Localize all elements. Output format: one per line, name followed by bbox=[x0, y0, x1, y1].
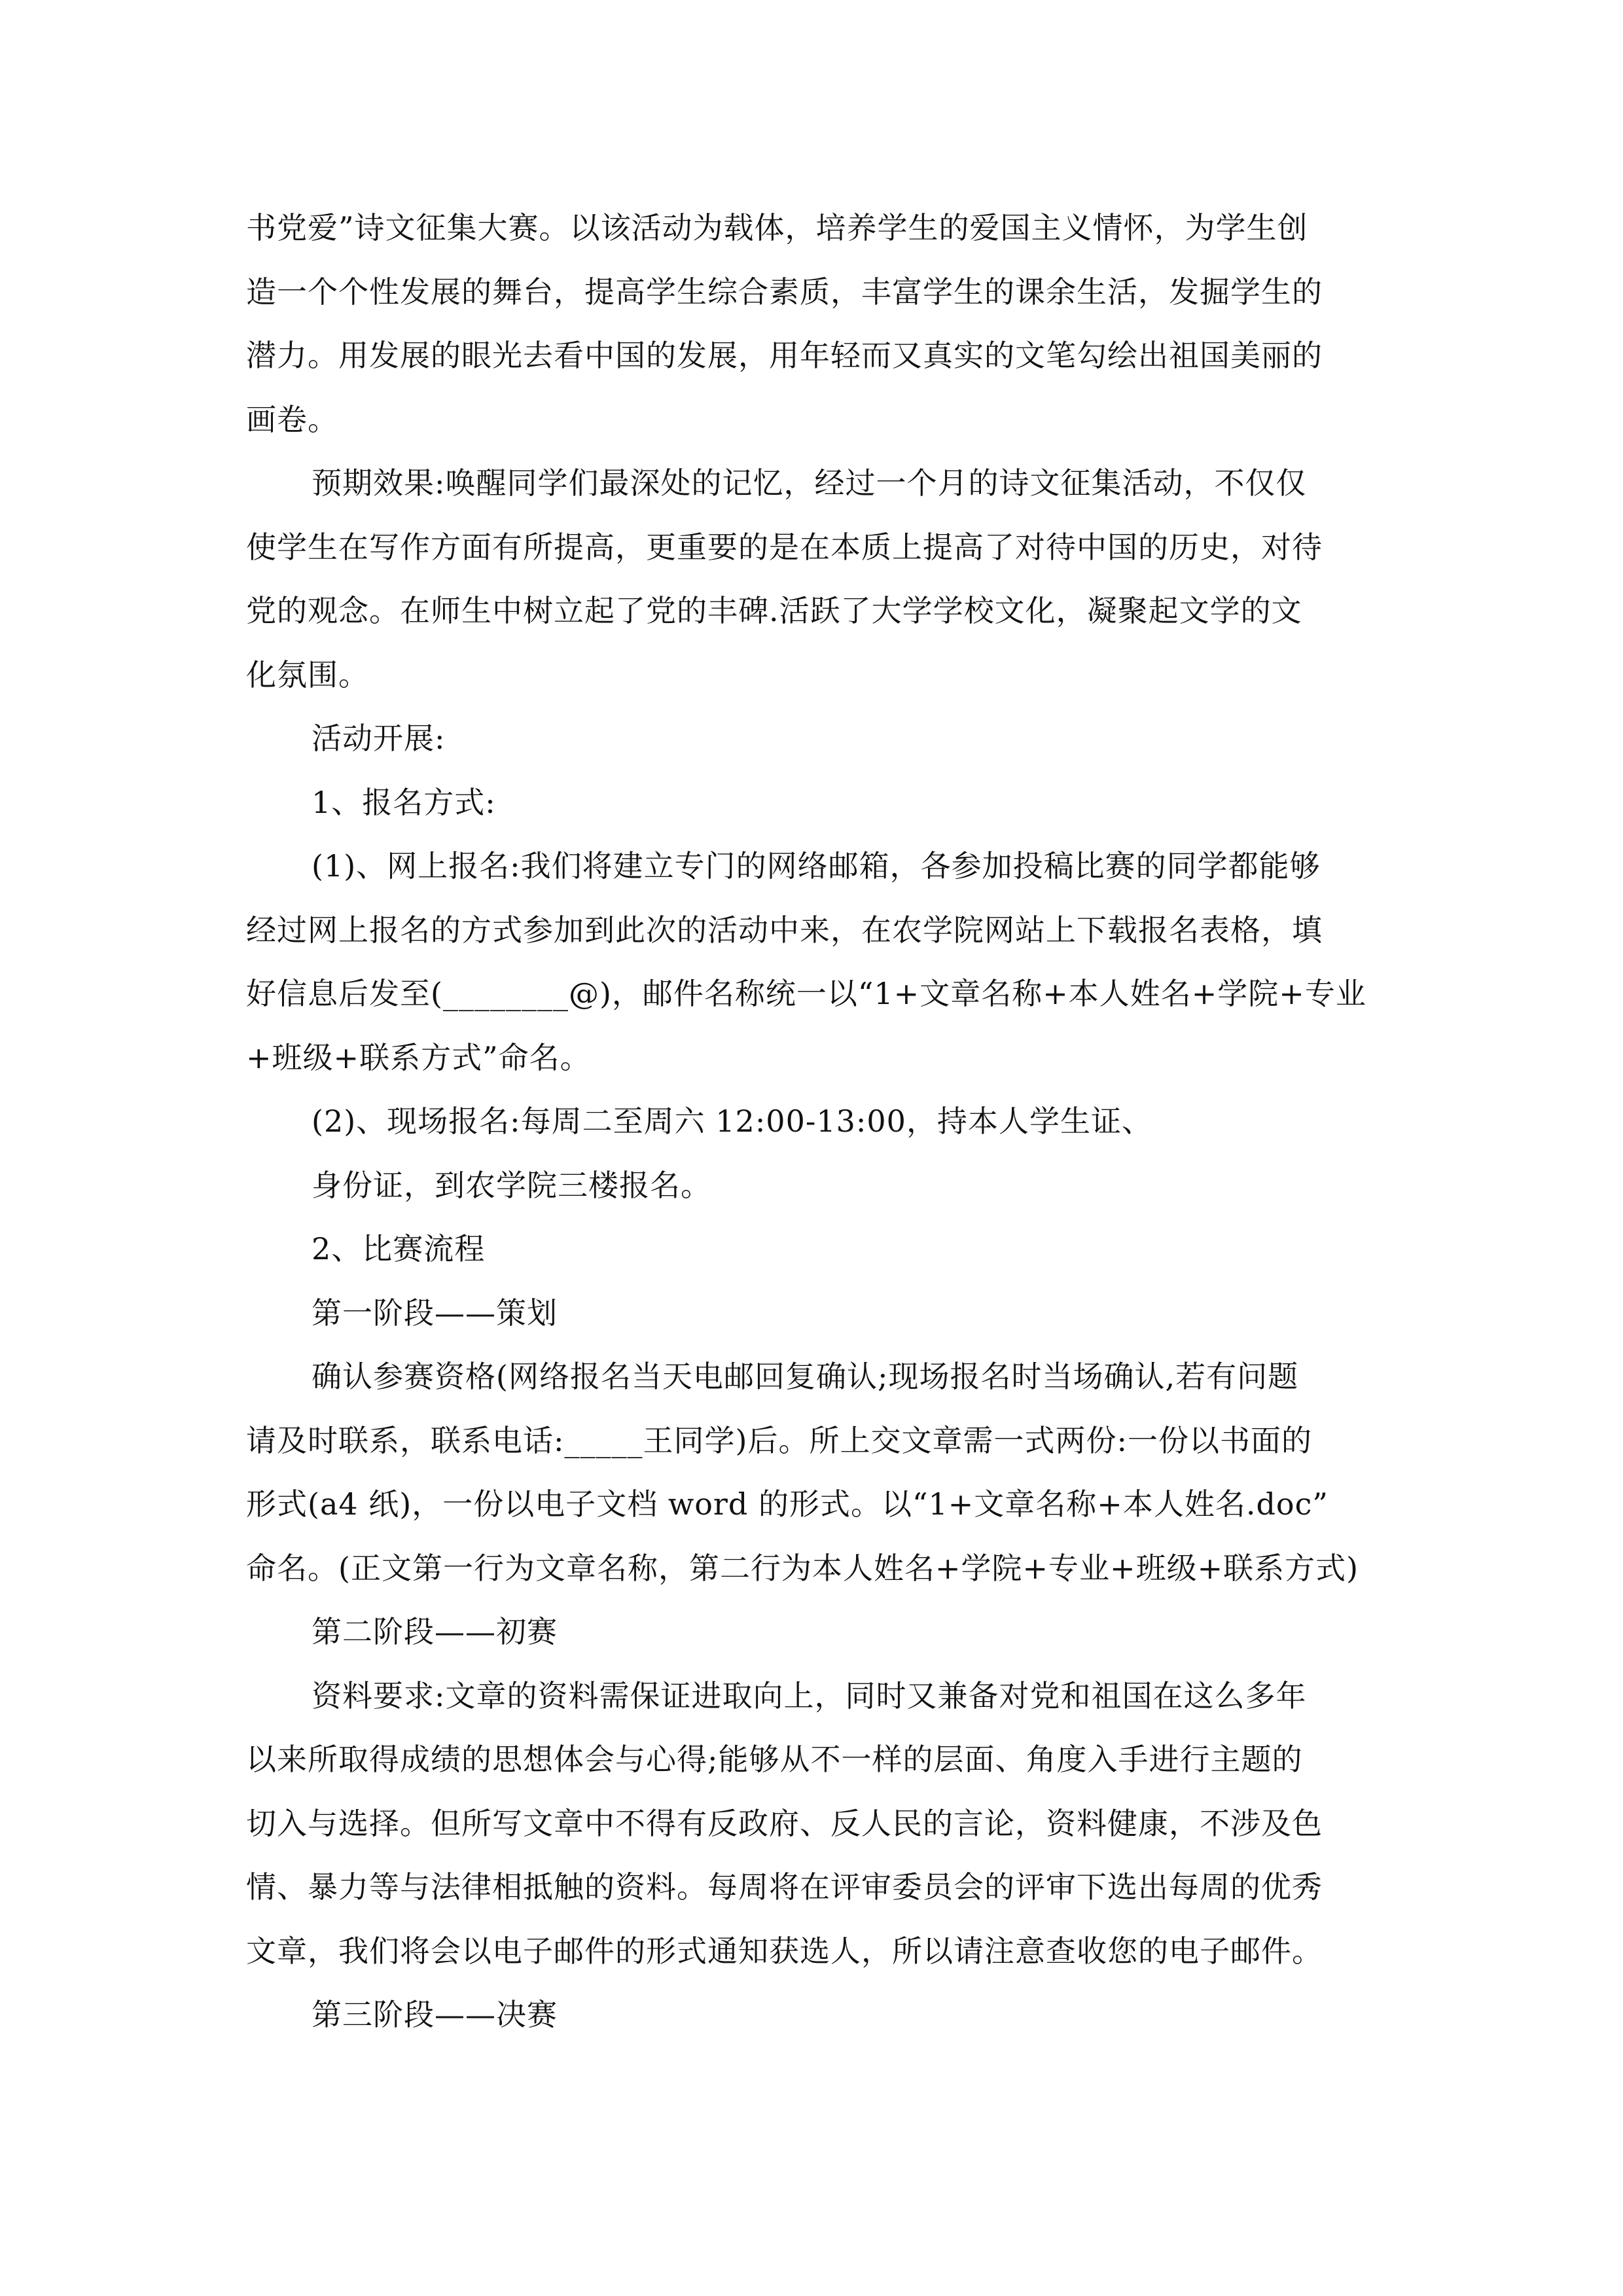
section-heading: 活动开展: bbox=[312, 721, 446, 756]
section-heading: 1、报名方式: bbox=[312, 784, 496, 820]
text-line: 命名。(正文第一行为文章名称，第二行为本人姓名+学院+专业+班级+联系方式) bbox=[246, 1550, 1359, 1586]
section-heading: 2、比赛流程 bbox=[312, 1231, 486, 1266]
text-line: 预期效果:唤醒同学们最深处的记忆，经过一个月的诗文征集活动，不仅仅 bbox=[312, 465, 1307, 501]
text-line: 确认参赛资格(网络报名当天电邮回复确认;现场报名时当场确认,若有问题 bbox=[312, 1359, 1299, 1394]
text-line: (1)、网上报名:我们将建立专门的网络邮箱，各参加投稿比赛的同学都能够 bbox=[312, 848, 1321, 884]
text-line: 请及时联系，联系电话:_____王同学)后。所上交文章需一式两份:一份以书面的 bbox=[246, 1422, 1312, 1458]
text-line: 资料要求:文章的资料需保证进取向上，同时又兼备对党和祖国在这么多年 bbox=[312, 1677, 1307, 1713]
text-line: 经过网上报名的方式参加到此次的活动中来，在农学院网站上下载报名表格，填 bbox=[246, 912, 1323, 948]
section-heading: 第二阶段——初赛 bbox=[312, 1614, 558, 1649]
text-line: 好信息后发至(________@)，邮件名称统一以“1+文章名称+本人姓名+学院+专业 bbox=[246, 976, 1366, 1011]
section-heading: 第三阶段——决赛 bbox=[312, 1997, 558, 2032]
text-line: 以来所取得成绩的思想体会与心得;能够从不一样的层面、角度入手进行主题的 bbox=[246, 1742, 1303, 1777]
text-line: 使学生在写作方面有所提高，更重要的是在本质上提高了对待中国的历史，对待 bbox=[246, 529, 1323, 565]
section-heading: 第一阶段——策划 bbox=[312, 1295, 558, 1331]
text-line: 形式(a4 纸)，一份以电子文档 word 的形式。以“1+文章名称+本人姓名.doc” bbox=[246, 1486, 1329, 1522]
text-line: 切入与选择。但所写文章中不得有反政府、反人民的言论，资料健康，不涉及色 bbox=[246, 1805, 1323, 1841]
text-line: 文章，我们将会以电子邮件的形式通知获选人，所以请注意查收您的电子邮件。 bbox=[246, 1933, 1323, 1969]
document-body bbox=[246, 196, 1385, 2047]
text-line: 画卷。 bbox=[246, 401, 338, 437]
text-line: (2)、现场报名:每周二至周六 12:00-13:00，持本人学生证、 bbox=[312, 1103, 1152, 1139]
text-line: +班级+联系方式”命名。 bbox=[246, 1039, 591, 1075]
text-line: 化氛围。 bbox=[246, 656, 369, 692]
text-line: 书党爱”诗文征集大赛。以该活动为载体，培养学生的爱国主义情怀，为学生创 bbox=[246, 210, 1308, 245]
text-line: 身份证，到农学院三楼报名。 bbox=[312, 1167, 711, 1203]
text-line: 党的观念。在师生中树立起了党的丰碑.活跃了大学学校文化，凝聚起文学的文 bbox=[246, 593, 1302, 628]
text-line: 情、暴力等与法律相抵触的资料。每周将在评审委员会的评审下选出每周的优秀 bbox=[246, 1869, 1323, 1905]
text-line: 造一个个性发展的舞台，提高学生综合素质，丰富学生的课余生活，发掘学生的 bbox=[246, 274, 1323, 310]
text-line: 潜力。用发展的眼光去看中国的发展，用年轻而又真实的文笔勾绘出祖国美丽的 bbox=[246, 338, 1323, 373]
